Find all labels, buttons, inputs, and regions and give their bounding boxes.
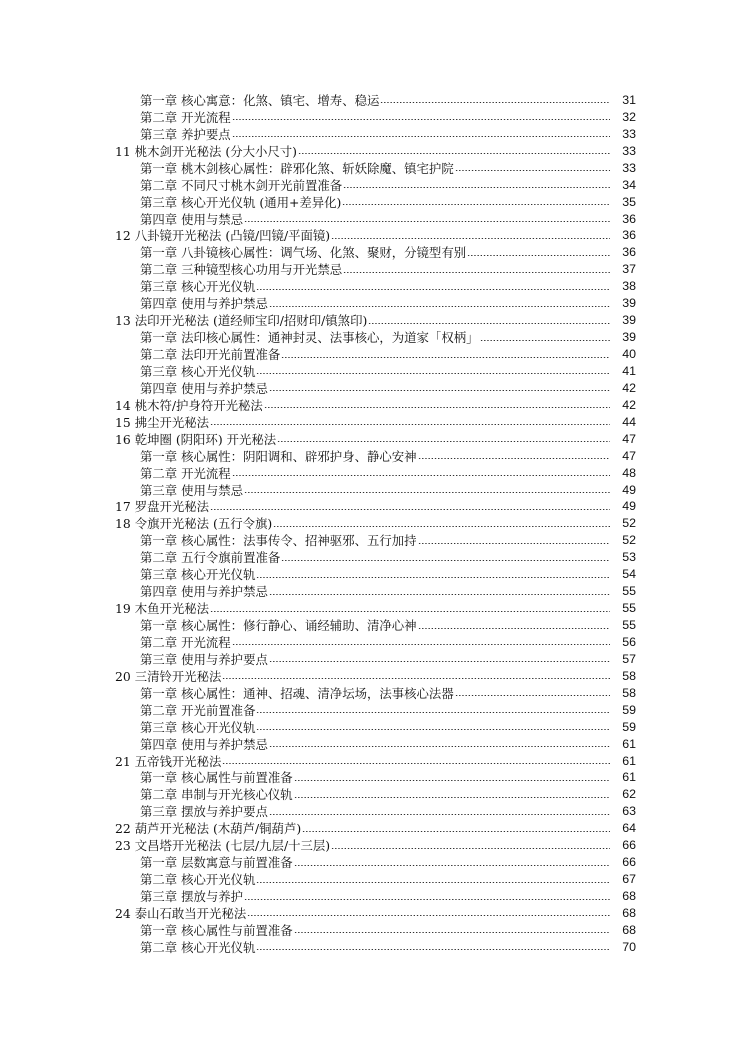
toc-entry-title: 第四章 使用与禁忌 — [140, 211, 244, 227]
toc-page-number: 58 — [622, 668, 636, 683]
toc-entry-title: 第二章 核心开光仪轨 — [140, 939, 256, 955]
toc-entry-title: 第二章 开光前置准备 — [140, 702, 256, 718]
dot-leader — [480, 338, 611, 342]
dot-leader — [232, 643, 610, 647]
dot-leader — [222, 677, 610, 681]
toc-page-number: 47 — [622, 448, 636, 463]
dot-leader — [294, 863, 610, 867]
toc-chapter-entry[interactable] — [0, 294, 750, 311]
toc-chapter-entry[interactable] — [0, 853, 750, 870]
dot-leader — [210, 507, 610, 511]
dot-leader — [256, 372, 610, 376]
dot-leader — [331, 846, 610, 850]
toc-page-number: 70 — [622, 939, 636, 954]
toc-chapter-entry[interactable] — [0, 735, 750, 752]
toc-page-number: 53 — [622, 550, 636, 565]
toc-chapter-entry[interactable] — [0, 328, 750, 345]
dot-leader — [467, 253, 610, 257]
toc-page-number: 68 — [622, 889, 636, 903]
toc-page-number: 63 — [622, 804, 636, 819]
toc-chapter-entry[interactable] — [0, 159, 750, 176]
toc-chapter-entry[interactable] — [0, 769, 750, 786]
toc-section-entry[interactable] — [0, 396, 750, 413]
toc-chapter-entry[interactable] — [0, 176, 750, 193]
toc-chapter-entry[interactable] — [0, 684, 750, 701]
toc-section-entry[interactable] — [0, 836, 750, 853]
toc-page-number: 55 — [622, 584, 636, 599]
toc-page-number: 49 — [622, 499, 636, 514]
dot-leader — [256, 711, 610, 715]
toc-entry-title: 11 桃木剑开光秘法 (分大小尺寸) — [115, 143, 297, 159]
toc-entry-title: 23 文昌塔开光秘法 (七层/九层/十三层) — [115, 838, 331, 854]
toc-entry-title: 第四章 使用与养护禁忌 — [140, 296, 268, 312]
toc-page-number: 47 — [622, 431, 636, 446]
toc-page-number: 52 — [622, 533, 636, 548]
dot-leader — [222, 762, 610, 766]
dot-leader — [269, 304, 610, 308]
toc-chapter-entry[interactable] — [0, 582, 750, 599]
dot-leader — [232, 474, 610, 478]
toc-chapter-entry[interactable] — [0, 91, 750, 108]
toc-page-number: 36 — [622, 228, 636, 243]
toc-chapter-entry[interactable] — [0, 938, 750, 955]
toc-entry-title: 第一章 层数寓意与前置准备 — [140, 855, 293, 871]
toc-page-number: 39 — [622, 313, 636, 328]
toc-page-number: 35 — [622, 194, 636, 209]
toc-page-number: 58 — [622, 685, 636, 700]
toc-entry-title: 第一章 核心属性：修行静心、诵经辅助、清净心神 — [140, 618, 417, 633]
dot-leader — [269, 592, 610, 596]
toc-section-entry[interactable] — [0, 142, 750, 159]
toc-entry-title: 第三章 摆放与养护 — [140, 889, 244, 904]
toc-page-number: 34 — [622, 177, 636, 192]
toc-page-number: 61 — [622, 736, 636, 751]
toc-chapter-entry[interactable] — [0, 243, 750, 260]
toc-chapter-entry[interactable] — [0, 277, 750, 294]
toc-entry-title: 第二章 核心开光仪轨 — [140, 872, 256, 888]
toc-section-entry[interactable] — [0, 311, 750, 328]
dot-leader — [418, 457, 610, 461]
toc-entry-title: 19 木鱼开光秘法 — [115, 601, 210, 617]
dot-leader — [210, 423, 610, 427]
toc-entry-title: 第三章 养护要点 — [140, 126, 231, 142]
toc-entry-title: 第四章 使用与养护禁忌 — [140, 380, 268, 396]
toc-page-number: 68 — [622, 905, 636, 920]
dot-leader — [269, 389, 610, 393]
toc-page-number: 39 — [622, 330, 636, 345]
toc-chapter-entry[interactable] — [0, 193, 750, 210]
toc-entry-title: 第一章 法印核心属性：通神封灵、法事核心，为道家「权柄」 — [140, 330, 479, 346]
dot-leader — [256, 728, 610, 732]
dot-leader — [281, 355, 610, 359]
toc-page-number: 56 — [622, 634, 636, 649]
dot-leader — [244, 897, 610, 901]
dot-leader — [269, 660, 610, 664]
toc-chapter-entry[interactable] — [0, 921, 750, 938]
toc-entry-title: 第二章 开光流程 — [140, 634, 231, 650]
toc-page-number: 39 — [622, 296, 636, 311]
table-of-contents — [0, 91, 750, 955]
toc-entry-title: 第二章 串制与开光核心仪轨 — [140, 787, 293, 803]
dot-leader — [455, 169, 610, 173]
toc-entry-title: 22 葫芦开光秘法 (木葫芦/铜葫芦) — [115, 821, 302, 837]
toc-entry-title: 第一章 核心寓意：化煞、镇宅、增寿、稳运 — [140, 92, 380, 108]
toc-chapter-entry[interactable] — [0, 345, 750, 362]
dot-leader — [343, 270, 610, 274]
toc-page-number: 57 — [622, 651, 636, 666]
dot-leader — [294, 795, 610, 799]
toc-entry-title: 14 桃木符/护身符开光秘法 — [115, 397, 263, 413]
toc-section-entry[interactable] — [0, 498, 750, 515]
toc-page-number: 59 — [622, 719, 636, 734]
toc-entry-title: 16 乾坤圈 (阴阳环) 开光秘法 — [115, 431, 277, 447]
toc-page-number: 40 — [622, 347, 636, 361]
toc-entry-title: 12 八卦镜开光秘法 (凸镜/凹镜/平面镜) — [115, 228, 331, 244]
toc-page-number: 33 — [622, 143, 636, 158]
toc-chapter-entry[interactable] — [0, 887, 750, 904]
toc-page-number: 66 — [622, 838, 636, 853]
toc-section-entry[interactable] — [0, 413, 750, 430]
dot-leader — [342, 203, 610, 207]
toc-entry-title: 第二章 法印开光前置准备 — [140, 347, 281, 362]
toc-entry-title: 第一章 核心属性：阴阳调和、辟邪护身、静心安神 — [140, 448, 417, 464]
toc-page-number: 44 — [622, 414, 636, 429]
dot-leader — [302, 829, 610, 833]
toc-entry-title: 第二章 五行令旗前置准备 — [140, 550, 281, 566]
toc-chapter-entry[interactable] — [0, 616, 750, 633]
dot-leader — [368, 321, 610, 325]
dot-leader — [232, 118, 610, 122]
dot-leader — [331, 236, 610, 240]
dot-leader — [380, 101, 610, 105]
toc-page-number: 42 — [622, 380, 636, 395]
toc-entry-title: 第一章 核心属性与前置准备 — [140, 922, 293, 938]
toc-chapter-entry[interactable] — [0, 531, 750, 548]
toc-entry-title: 第一章 核心属性与前置准备 — [140, 770, 293, 786]
toc-page-number: 62 — [622, 787, 636, 802]
dot-leader — [256, 575, 610, 579]
toc-page-number: 38 — [622, 279, 636, 294]
toc-entry-title: 18 令旗开光秘法 (五行令旗) — [115, 516, 273, 532]
dot-leader — [256, 287, 610, 291]
toc-page-number: 54 — [622, 567, 636, 582]
toc-entry-title: 第三章 摆放与养护要点 — [140, 804, 268, 820]
toc-section-entry[interactable] — [0, 227, 750, 244]
toc-page-number: 59 — [622, 702, 636, 717]
toc-entry-title: 第二章 不同尺寸桃木剑开光前置准备 — [140, 177, 343, 193]
toc-chapter-entry[interactable] — [0, 362, 750, 379]
toc-page-number: 41 — [622, 363, 636, 378]
toc-chapter-entry[interactable] — [0, 870, 750, 887]
dot-leader — [277, 440, 610, 444]
toc-entry-title: 21 五帝钱开光秘法 — [115, 753, 222, 769]
toc-page-number: 66 — [622, 855, 636, 870]
dot-leader — [418, 626, 610, 630]
toc-page-number: 61 — [622, 770, 636, 785]
toc-chapter-entry[interactable] — [0, 548, 750, 565]
dot-leader — [294, 931, 610, 935]
dot-leader — [294, 778, 610, 782]
toc-chapter-entry[interactable] — [0, 210, 750, 227]
toc-section-entry[interactable] — [0, 514, 750, 531]
toc-page-number: 67 — [622, 872, 636, 887]
toc-entry-title: 第一章 八卦镜核心属性：调气场、化煞、聚财，分镜型有别 — [140, 245, 467, 261]
toc-chapter-entry[interactable] — [0, 565, 750, 582]
toc-chapter-entry[interactable] — [0, 481, 750, 498]
dot-leader — [281, 558, 610, 562]
toc-entry-title: 第一章 桃木剑核心属性：辟邪化煞、斩妖除魔、镇宅护院 — [140, 160, 454, 176]
toc-page-number: 61 — [622, 753, 636, 768]
toc-entry-title: 第四章 使用与养护禁忌 — [140, 736, 268, 752]
dot-leader — [269, 812, 610, 816]
toc-page-number: 33 — [622, 160, 636, 175]
toc-chapter-entry[interactable] — [0, 125, 750, 142]
toc-page-number: 52 — [622, 516, 636, 531]
toc-entry-title: 15 拂尘开光秘法 — [115, 414, 210, 430]
toc-entry-title: 第四章 使用与养护禁忌 — [140, 584, 268, 600]
toc-entry-title: 第二章 开光流程 — [140, 109, 231, 125]
toc-entry-title: 第一章 核心属性：法事传令、招神驱邪、五行加持 — [140, 533, 417, 549]
dot-leader — [244, 491, 610, 495]
toc-page-number: 42 — [622, 397, 636, 412]
dot-leader — [256, 880, 610, 884]
toc-chapter-entry[interactable] — [0, 108, 750, 125]
toc-chapter-entry[interactable] — [0, 379, 750, 396]
toc-entry-title: 第二章 三种镜型核心功用与开光禁忌 — [140, 262, 343, 278]
dot-leader — [210, 609, 610, 613]
toc-chapter-entry[interactable] — [0, 464, 750, 481]
dot-leader — [455, 694, 610, 698]
toc-page-number: 31 — [622, 92, 636, 107]
toc-entry-title: 13 法印开光秘法 (道经师宝印/招财印/镇煞印) — [115, 313, 368, 329]
toc-page-number: 68 — [622, 922, 636, 937]
toc-section-entry[interactable] — [0, 430, 750, 447]
toc-chapter-entry[interactable] — [0, 802, 750, 819]
toc-entry-title: 第三章 使用与禁忌 — [140, 482, 244, 498]
toc-entry-title: 第三章 核心开光仪轨 — [140, 279, 256, 295]
toc-chapter-entry[interactable] — [0, 701, 750, 718]
toc-entry-title: 20 三清铃开光秘法 — [115, 668, 222, 684]
toc-page-number: 55 — [622, 618, 636, 632]
dot-leader — [247, 914, 610, 918]
toc-chapter-entry[interactable] — [0, 260, 750, 277]
toc-chapter-entry[interactable] — [0, 650, 750, 667]
toc-entry-title: 第三章 使用与养护要点 — [140, 651, 268, 667]
toc-page-number: 48 — [622, 465, 636, 480]
toc-chapter-entry[interactable] — [0, 718, 750, 735]
toc-section-entry[interactable] — [0, 904, 750, 921]
toc-entry-title: 第一章 核心属性：通神、招魂、清净坛场，法事核心法器 — [140, 685, 454, 701]
toc-page-number: 37 — [622, 262, 636, 277]
toc-page-number: 36 — [622, 245, 636, 260]
toc-page-number: 33 — [622, 126, 636, 141]
dot-leader — [232, 135, 610, 139]
toc-section-entry[interactable] — [0, 819, 750, 836]
toc-entry-title: 第三章 核心开光仪轨 (通用+差异化) — [140, 194, 342, 210]
dot-leader — [269, 745, 610, 749]
toc-entry-title: 第三章 核心开光仪轨 — [140, 363, 256, 379]
dot-leader — [343, 186, 610, 190]
dot-leader — [264, 406, 610, 410]
toc-entry-title: 17 罗盘开光秘法 — [115, 499, 210, 515]
dot-leader — [256, 948, 610, 952]
toc-page-number: 36 — [622, 211, 636, 226]
toc-page-number: 32 — [622, 109, 636, 124]
toc-page-number: 49 — [622, 482, 636, 497]
toc-section-entry[interactable] — [0, 667, 750, 684]
toc-chapter-entry[interactable] — [0, 447, 750, 464]
toc-entry-title: 24 泰山石敢当开光秘法 — [115, 905, 247, 921]
toc-page-number: 64 — [622, 821, 636, 836]
dot-leader — [418, 541, 610, 545]
dot-leader — [244, 220, 610, 224]
toc-section-entry[interactable] — [0, 752, 750, 769]
dot-leader — [273, 524, 610, 528]
toc-entry-title: 第三章 核心开光仪轨 — [140, 719, 256, 735]
toc-entry-title: 第三章 核心开光仪轨 — [140, 567, 256, 583]
toc-page-number: 55 — [622, 601, 636, 616]
dot-leader — [298, 152, 610, 156]
toc-chapter-entry[interactable] — [0, 633, 750, 650]
toc-chapter-entry[interactable] — [0, 785, 750, 802]
toc-entry-title: 第二章 开光流程 — [140, 465, 231, 481]
toc-section-entry[interactable] — [0, 599, 750, 616]
